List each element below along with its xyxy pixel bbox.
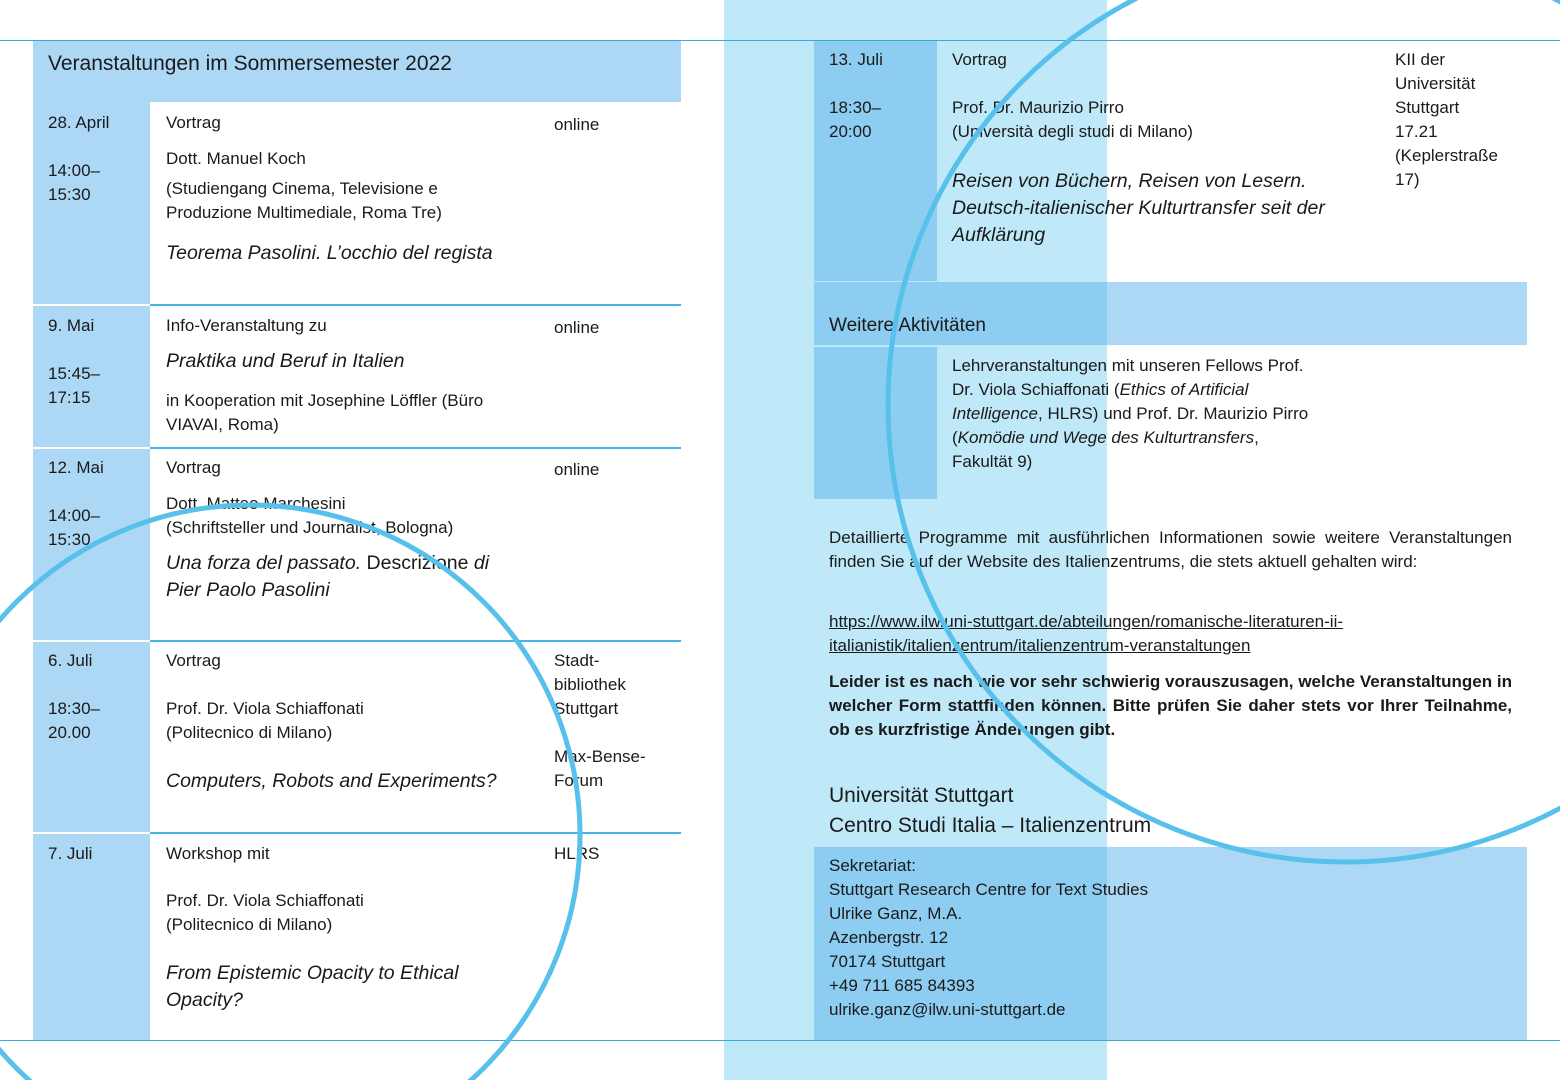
event-title: From Epistemic Opacity to Ethical Opacity? <box>166 962 459 1011</box>
event-speaker: Dott. Matteo Marchesini (Schriftsteller und Journalist, Bologna) <box>166 494 454 537</box>
event-speaker: Prof. Dr. Viola Schiaffonati (Politecnico di Milano) <box>166 891 364 934</box>
event-time: 18:30– 20.00 <box>48 699 100 742</box>
event-location-secondary: Max-Bense- Forum <box>554 747 646 790</box>
event-type: Vortrag <box>166 651 221 670</box>
activities-text-part: Lehrveranstaltungen mit unseren Fellows Prof. Dr. Viola Schiaffonati ( <box>952 356 1304 399</box>
event-type: Vortrag <box>166 113 221 132</box>
event-time: 18:30– 20:00 <box>829 98 881 141</box>
event-note: in Kooperation mit Josephine Löffler (Büro VIAVAI, Roma) <box>166 391 484 434</box>
event-speaker: Prof. Dr. Viola Schiaffonati (Politecnico di Milano) <box>166 699 364 742</box>
event-title: Computers, Robots and Experiments? <box>166 770 497 792</box>
divider <box>33 304 150 306</box>
event-title-part: Pier Paolo Pasolini <box>166 579 330 601</box>
divider <box>33 832 150 834</box>
contact-text: Sekretariat: Stuttgart Research Centre for Text Studies Ulrike Ganz, M.A. Azenbergstr. 12 70174 Stuttgart +49 711 685 84393 ulrike.ganz@ilw.uni-stuttgart.de <box>829 856 1149 1019</box>
event-location: HLRS <box>554 844 600 863</box>
activities-text-part: , Fakultät 9) <box>952 428 1259 471</box>
event-title-part: Una forza del passato. <box>166 552 362 574</box>
event-title: Reisen von Büchern, Reisen von Lesern. Deutsch-italienischer Kulturtransfer seit der Aufklärung <box>952 170 1325 246</box>
event-location: online <box>554 318 600 337</box>
activities-text-part: Komödie und Wege des Kulturtransfers <box>957 428 1255 447</box>
event-date: 6. Juli <box>48 651 93 670</box>
event-location: KII der Universität Stuttgart 17.21 (Keplerstraße 17) <box>1395 50 1498 189</box>
event-title: Praktika und Beruf in Italien <box>166 350 405 372</box>
event-date: 9. Mai <box>48 316 95 335</box>
university-name: Universität Stuttgart <box>829 784 1014 807</box>
event-title <box>166 550 489 604</box>
event-type: Vortrag <box>166 458 221 477</box>
page-title: Veranstaltungen im Sommersemester 2022 <box>33 41 681 102</box>
event-date: 28. April <box>48 113 110 132</box>
event-time: 14:00– 15:30 <box>48 161 100 204</box>
divider <box>150 447 681 449</box>
warning-paragraph: Leider ist es nach wie vor sehr schwierig vorauszusagen, welche Veranstaltungen in welcher Form stattfinden können. Bitte prüfen Sie daher stets vor Ihrer Teilnahme, ob es kurzfristige Änderungen gibt. <box>829 672 1512 739</box>
event-affiliation: (Studiengang Cinema, Televisione e Produzione Multimediale, Roma Tre) <box>166 179 442 222</box>
event-speaker: Dott. Manuel Koch <box>166 149 306 168</box>
centre-name: Centro Studi Italia – Italienzentrum <box>829 814 1152 837</box>
website-link[interactable]: https://www.ilw.uni-stuttgart.de/abteilungen/romanische-literaturen-ii- italianistik/italienzentrum/italienzentrum-veranstaltungen <box>829 612 1344 655</box>
divider <box>150 304 681 306</box>
event-date: 7. Juli <box>48 844 93 863</box>
event-type: Workshop mit <box>166 844 270 863</box>
event-location: online <box>554 115 600 134</box>
event-title-part: Descrizione <box>361 552 474 574</box>
event-type: Vortrag <box>952 50 1007 69</box>
activities-text <box>952 354 1308 474</box>
event-speaker: Prof. Dr. Maurizio Pirro (Università degli studi di Milano) <box>952 98 1193 141</box>
event-time: 14:00– 15:30 <box>48 506 100 549</box>
activities-text-part: , HLRS) und Prof. Dr. Maurizio Pirro ( <box>952 404 1309 447</box>
event-location: Stadt- bibliothek Stuttgart <box>554 651 626 718</box>
date-column <box>33 102 150 1040</box>
section-title: Weitere Aktivitäten <box>829 315 987 336</box>
activities-text-part: Ethics of Artificial Intelligence <box>952 380 1249 423</box>
details-paragraph: Detaillierte Programme mit ausführlichen Informationen sowie weitere Veranstaltungen finden Sie auf der Website des Italienzentrums, die stets aktuell gehalten wird: <box>829 528 1512 571</box>
divider <box>150 640 681 642</box>
event-date: 13. Juli <box>829 50 883 69</box>
divider <box>150 832 681 834</box>
date-column <box>814 347 937 499</box>
event-date: 12. Mai <box>48 458 104 477</box>
event-title: Teorema Pasolini. L’occhio del regista <box>166 242 493 264</box>
date-column <box>814 41 937 281</box>
divider <box>33 447 150 449</box>
event-type: Info-Veranstaltung zu <box>166 316 327 335</box>
event-location: online <box>554 460 600 479</box>
event-title-part: di <box>473 552 490 574</box>
event-time: 15:45– 17:15 <box>48 364 100 407</box>
divider <box>33 640 150 642</box>
bottom-rule <box>0 1040 1560 1041</box>
